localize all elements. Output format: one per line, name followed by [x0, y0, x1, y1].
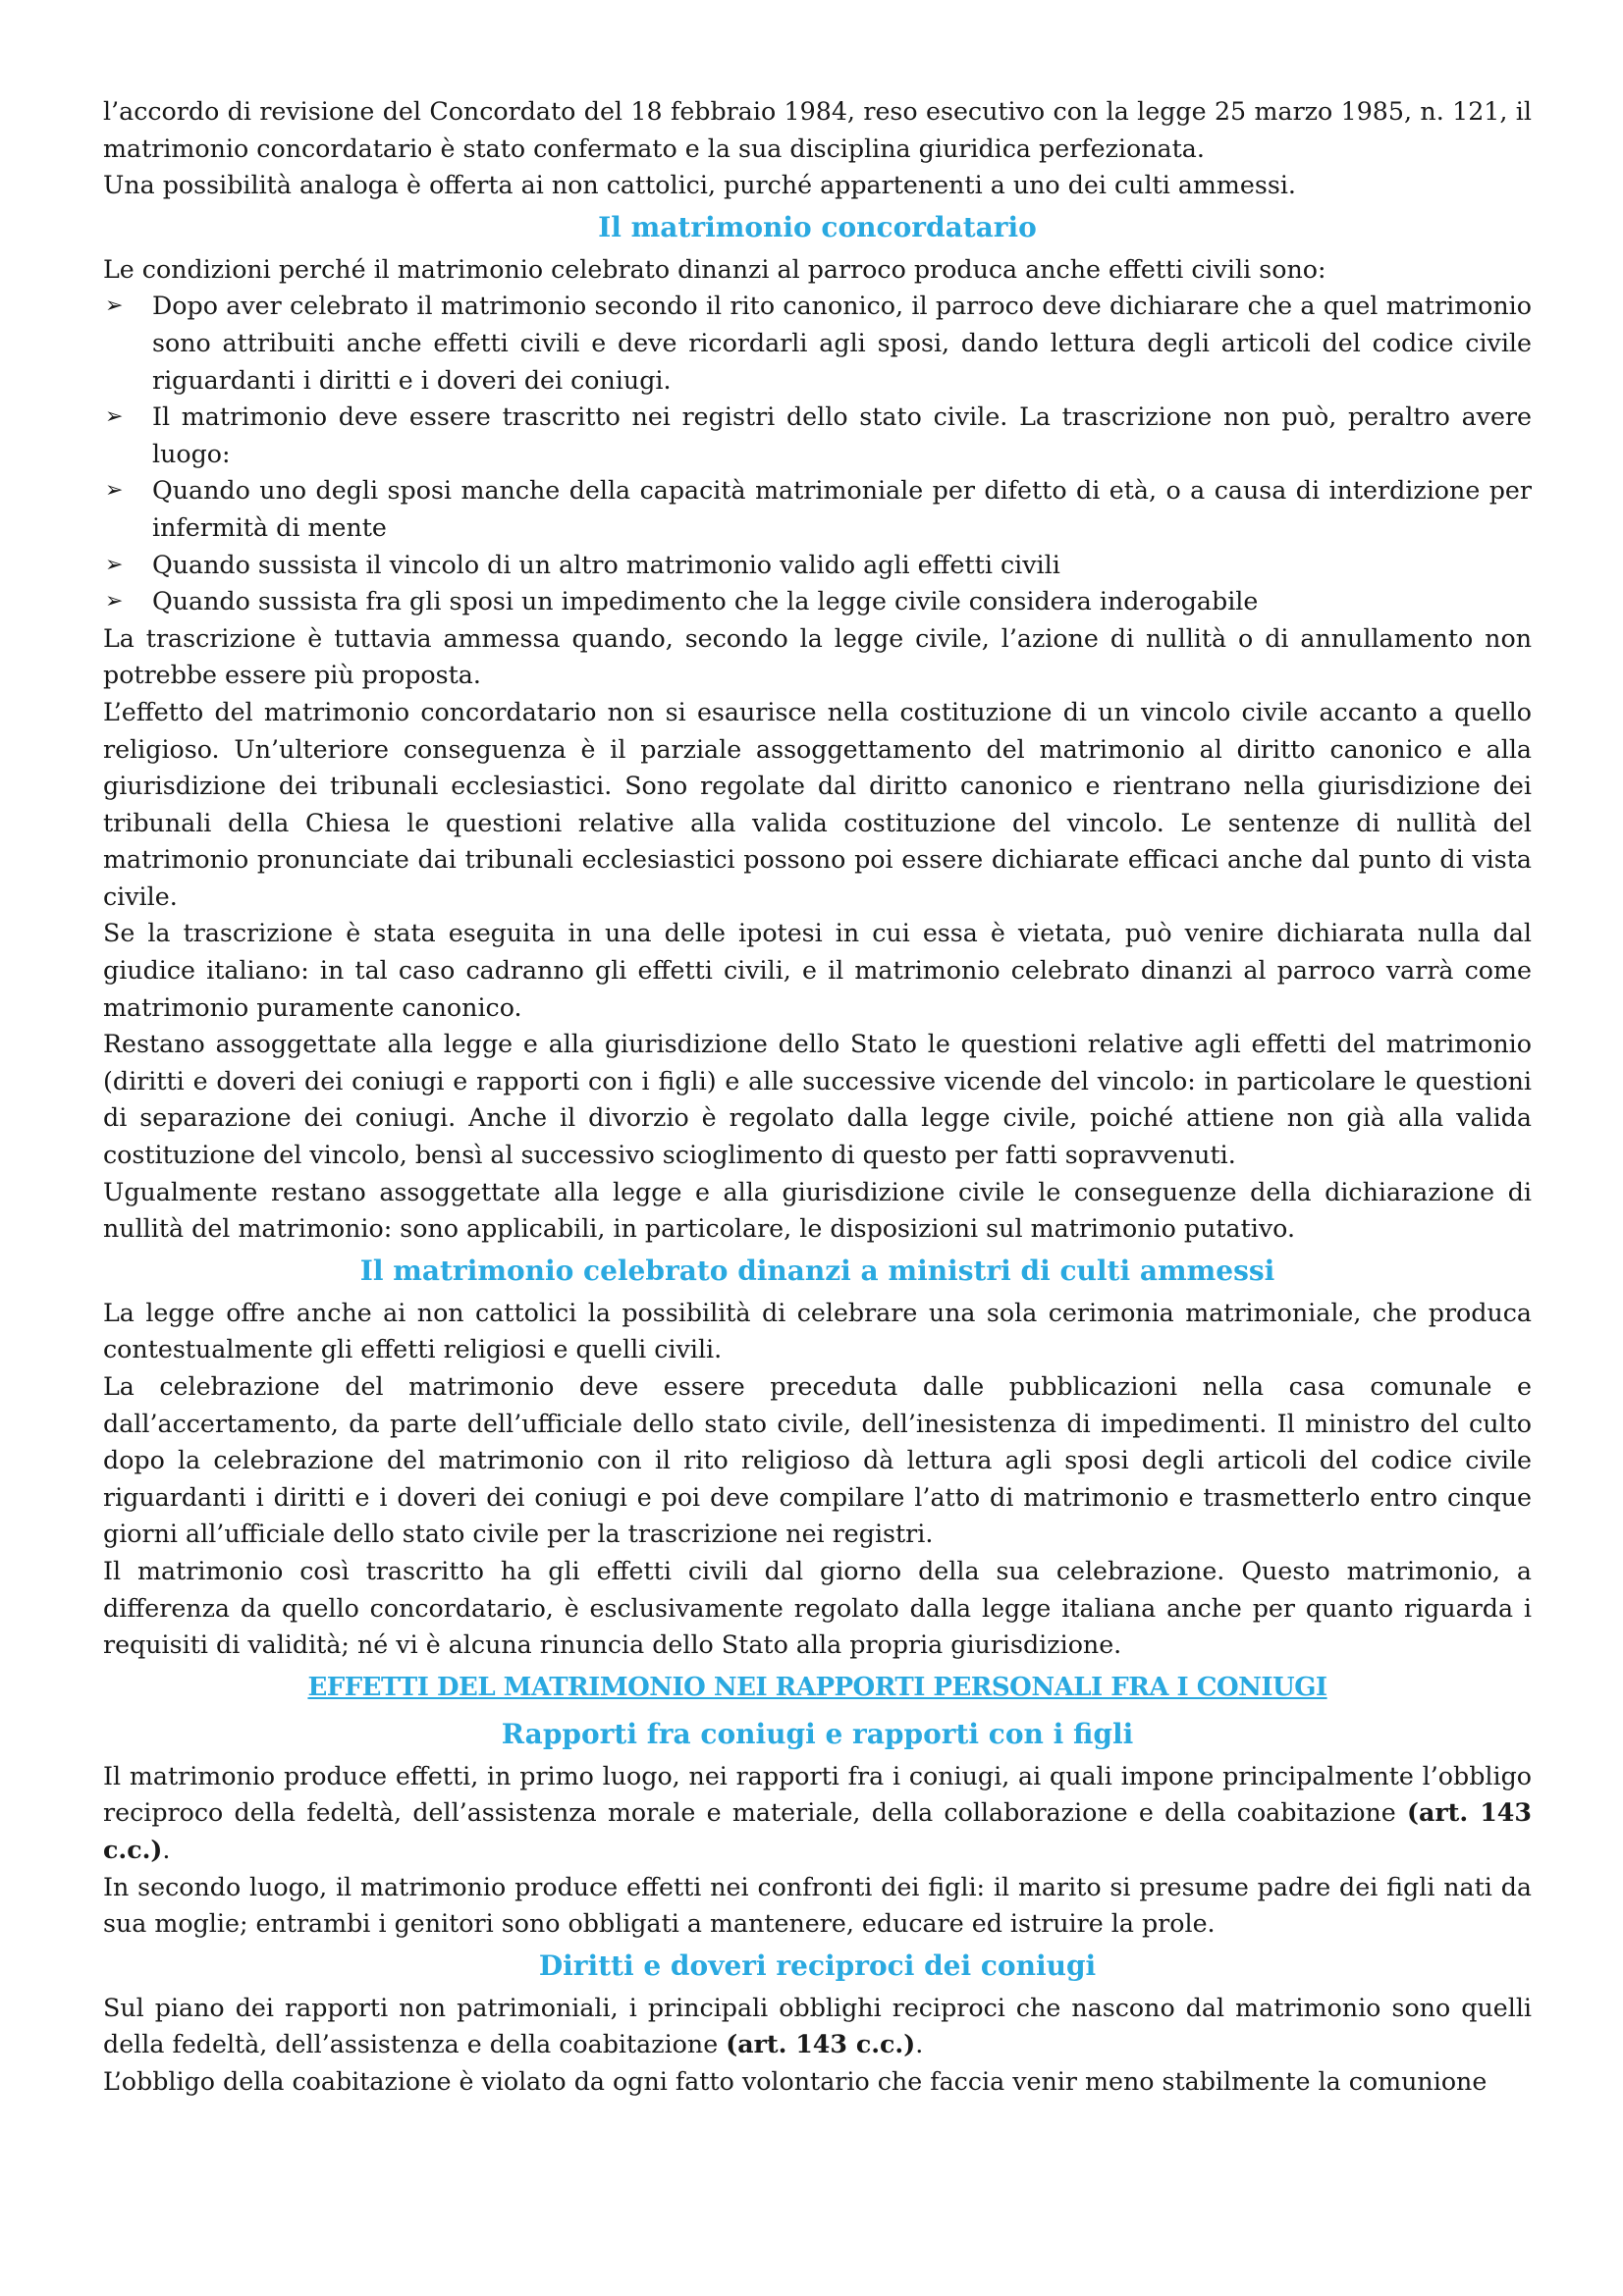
- paragraph: La celebrazione del matrimonio deve essere preceduta dalle pubblicazioni nella casa comunale e dall’accertamento, da parte dell’ufficiale dello stato civile, dell’inesistenza di impedimenti. Il ministro del culto dopo la celebrazione del matrimonio con il rito religioso dà lettura agli sposi degli articoli del codice civile riguardanti i diritti e i doveri dei coniugi e poi deve compilare l’atto di matrimonio e trasmetterlo entro cinque giorni all’ufficiale dello stato civile per la trascrizione nei registri.: [103, 1372, 1532, 1549]
- paragraph: Ugualmente restano assoggettate alla legge e alla giurisdizione civile le conseguenze della dichiarazione di nullità del matrimonio: sono applicabili, in particolare, le disposizioni sul matrimonio putativo.: [103, 1177, 1532, 1244]
- document-page: [103, 93, 1532, 2101]
- conditions-lead: Le condizioni perché il matrimonio celebrato dinanzi al parroco produca anche effetti civili sono:: [103, 254, 1326, 284]
- list-item: ➢ Il matrimonio deve essere trascritto nei registri dello stato civile. La trascrizione non può, peraltro avere luogo:: [103, 399, 1532, 472]
- subsection-title-diritti-doveri: Diritti e doveri reciproci dei coniugi: [538, 1949, 1097, 1982]
- intro-paragraph-1: l’accordo di revisione del Concordato del 18 febbraio 1984, reso esecutivo con la legge 25 marzo 1985, n. 121, il matrimonio concordatario è stato confermato e la sua disciplina giuridica perfezionata.: [103, 97, 1532, 163]
- paragraph: L’obbligo della coabitazione è violato da ogni fatto volontario che faccia venir meno stabilmente la comunione: [103, 2066, 1488, 2096]
- intro-paragraph-2: Una possibilità analoga è offerta ai non cattolici, purché appartenenti a uno dei culti ammessi.: [103, 171, 1296, 200]
- paragraph: Il matrimonio così trascritto ha gli effetti civili dal giorno della sua celebrazione. Questo matrimonio, a differenza da quello concordatario, è esclusivamente regolato dalla legge italiana anche per quanto riguarda i requisiti di validità; né vi è alcuna rinuncia dello Stato alla propria giurisdizione.: [103, 1556, 1532, 1660]
- subsection-title-rapporti: Rapporti fra coniugi e rapporti con i figli: [501, 1717, 1134, 1750]
- list-item: ➢ Quando uno degli sposi manche della capacità matrimoniale per difetto di età, o a causa di interdizione per infermità di mente: [103, 472, 1532, 546]
- arrowhead-bullet-icon: ➢: [105, 404, 124, 430]
- arrowhead-bullet-icon: ➢: [105, 294, 124, 319]
- arrowhead-bullet-icon: ➢: [105, 589, 124, 614]
- list-item: ➢ Quando sussista il vincolo di un altro matrimonio valido agli effetti civili: [103, 547, 1532, 584]
- paragraph: La trascrizione è tuttavia ammessa quando, secondo la legge civile, l’azione di nullità o di annullamento non potrebbe essere più proposta.: [103, 623, 1532, 690]
- paragraph: Se la trascrizione è stata eseguita in una delle ipotesi in cui essa è vietata, può venire dichiarata nulla dal giudice italiano: in tal caso cadranno gli effetti civili, e il matrimonio celebrato dinanzi al parroco varrà come matrimonio puramente canonico.: [103, 919, 1532, 1022]
- list-item: ➢ Dopo aver celebrato il matrimonio secondo il rito canonico, il parroco deve dichiarare che a quel matrimonio sono attribuiti anche effetti civili e deve ricordarli agli sposi, dando lettura degli articoli del codice civile riguardanti i diritti e i doveri dei coniugi.: [103, 288, 1532, 399]
- arrowhead-bullet-icon: ➢: [105, 552, 124, 577]
- paragraph: L’effetto del matrimonio concordatario non si esaurisce nella costituzione di un vincolo civile accanto a quello religioso. Un’ulteriore conseguenza è il parziale assoggettamento del matrimonio al diritto canonico e alla giurisdizione dei tribunali ecclesiastici. Sono regolate dal diritto canonico e rientrano nella giurisdizione dei tribunali della Chiesa le questioni relative alla valida costituzione del vincolo. Le sentenze di nullità del matrimonio pronunciate dai tribunali ecclesiastici possono poi essere dichiarate efficaci anche dal punto di vista civile.: [103, 697, 1532, 911]
- article-reference: (art. 143 c.c.): [103, 1797, 1532, 1864]
- article-reference: (art. 143 c.c.): [726, 2029, 916, 2059]
- paragraph: La legge offre anche ai non cattolici la possibilità di celebrare una sola cerimonia matrimoniale, che produca contestualmente gli effetti religiosi e quelli civili.: [103, 1298, 1532, 1364]
- section-title-culti-ammessi: Il matrimonio celebrato dinanzi a ministri di culti ammessi: [359, 1254, 1275, 1287]
- conditions-list: [103, 288, 1532, 619]
- arrowhead-bullet-icon: ➢: [105, 478, 124, 504]
- paragraph: Restano assoggettate alla legge e alla giurisdizione dello Stato le questioni relative agli effetti del matrimonio (diritti e doveri dei coniugi e rapporti con i figli) e alle successive vicende del vincolo: in particolare le questioni di separazione dei coniugi. Anche il divorzio è regolato dalla legge civile, poiché attiene non già alla valida costituzione del vincolo, bensì al successivo scioglimento di questo per fatti sopravvenuti.: [103, 1030, 1532, 1170]
- paragraph: Il matrimonio produce effetti, in primo luogo, nei rapporti fra i coniugi, ai quali impone principalmente l’obbligo reciproco della fedeltà, dell’assistenza morale e materiale, della collaborazione e della coabitazione (art. 143 c.c.).: [103, 1761, 1532, 1864]
- section-title-concordatario: Il matrimonio concordatario: [598, 210, 1037, 243]
- paragraph: In secondo luogo, il matrimonio produce effetti nei confronti dei figli: il marito si presume padre dei figli nati da sua moglie; entrambi i genitori sono obbligati a mantenere, educare ed istruire la prole.: [103, 1872, 1532, 1939]
- section-title-effetti: EFFETTI DEL MATRIMONIO NEI RAPPORTI PERSONALI FRA I CONIUGI: [307, 1672, 1327, 1702]
- paragraph: Sul piano dei rapporti non patrimoniali, i principali obblighi reciproci che nascono dal matrimonio sono quelli della fedeltà, dell’assistenza e della coabitazione (art. 143 c.c.).: [103, 1993, 1532, 2059]
- list-item: ➢ Quando sussista fra gli sposi un impedimento che la legge civile considera inderogabile: [103, 583, 1532, 620]
